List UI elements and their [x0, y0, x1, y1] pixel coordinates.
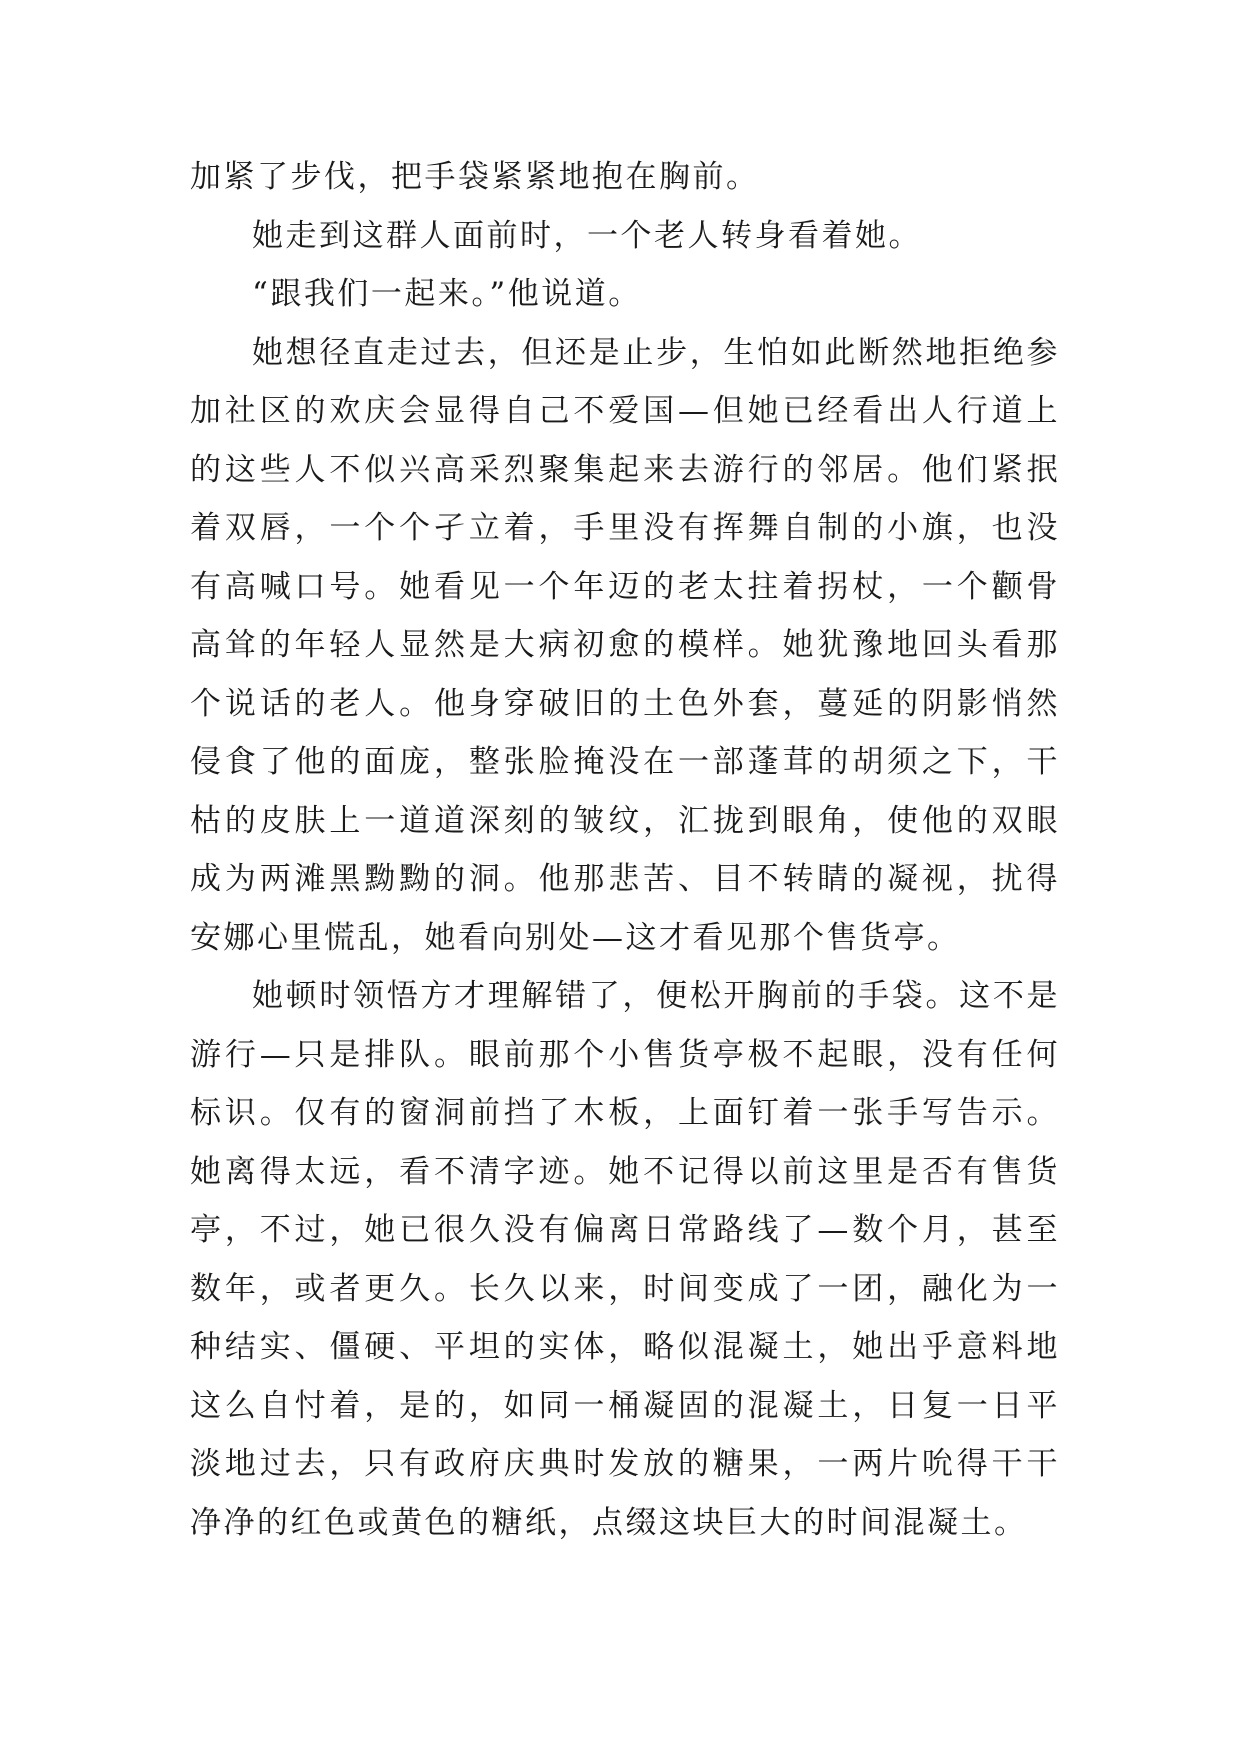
paragraph-dialogue: “跟我们一起来。”他说道。: [252, 276, 642, 312]
paragraph-continued: 加紧了步伐，把手袋紧紧地抱在胸前。: [190, 159, 760, 195]
paragraph: 她顿时领悟方才理解错了，便松开胸前的手袋。这不是游行—只是排队。眼前那个小售货亭极不起眼，没有任何标识。仅有的窗洞前挡了木板，上面钉着一张手写告示。她离得太远，看不清字迹。她不记得以前这里是否有售货亭，不过，她已很久没有偏离日常路线了—数个月，甚至数年，或者更久。长久以来，时间变成了一团，融化为一种结实、僵硬、平坦的实体，略似混凝土，她出乎意料地这么自忖着，是的，如同一桶凝固的混凝土，日复一日平淡地过去，只有政府庆典时发放的糖果，一两片吮得干干净净的红色或黄色的糖纸，点缀这块巨大的时间混凝土。: [190, 978, 1060, 1541]
paragraph: 她想径直走过去，但还是止步，生怕如此断然地拒绝参加社区的欢庆会显得自己不爱国—但她已经看出人行道上的这些人不似兴高采烈聚集起来去游行的邻居。他们紧抿着双唇，一个个孑立着，手里没有挥舞自制的小旗，也没有高喊口号。她看见一个年迈的老太拄着拐杖，一个颧骨高耸的年轻人显然是大病初愈的模样。她犹豫地回头看那个说话的老人。他身穿破旧的土色外套，蔓延的阴影悄然侵食了他的面庞，整张脸掩没在一部蓬茸的胡须之下，干枯的皮肤上一道道深刻的皱纹，汇拢到眼角，使他的双眼成为两滩黑黝黝的洞。他那悲苦、目不转睛的凝视，扰得安娜心里慌乱，她看向别处—这才看见那个售货亭。: [190, 334, 1060, 956]
paragraph: 她走到这群人面前时，一个老人转身看着她。: [252, 217, 922, 254]
document-page: [190, 148, 1060, 1552]
